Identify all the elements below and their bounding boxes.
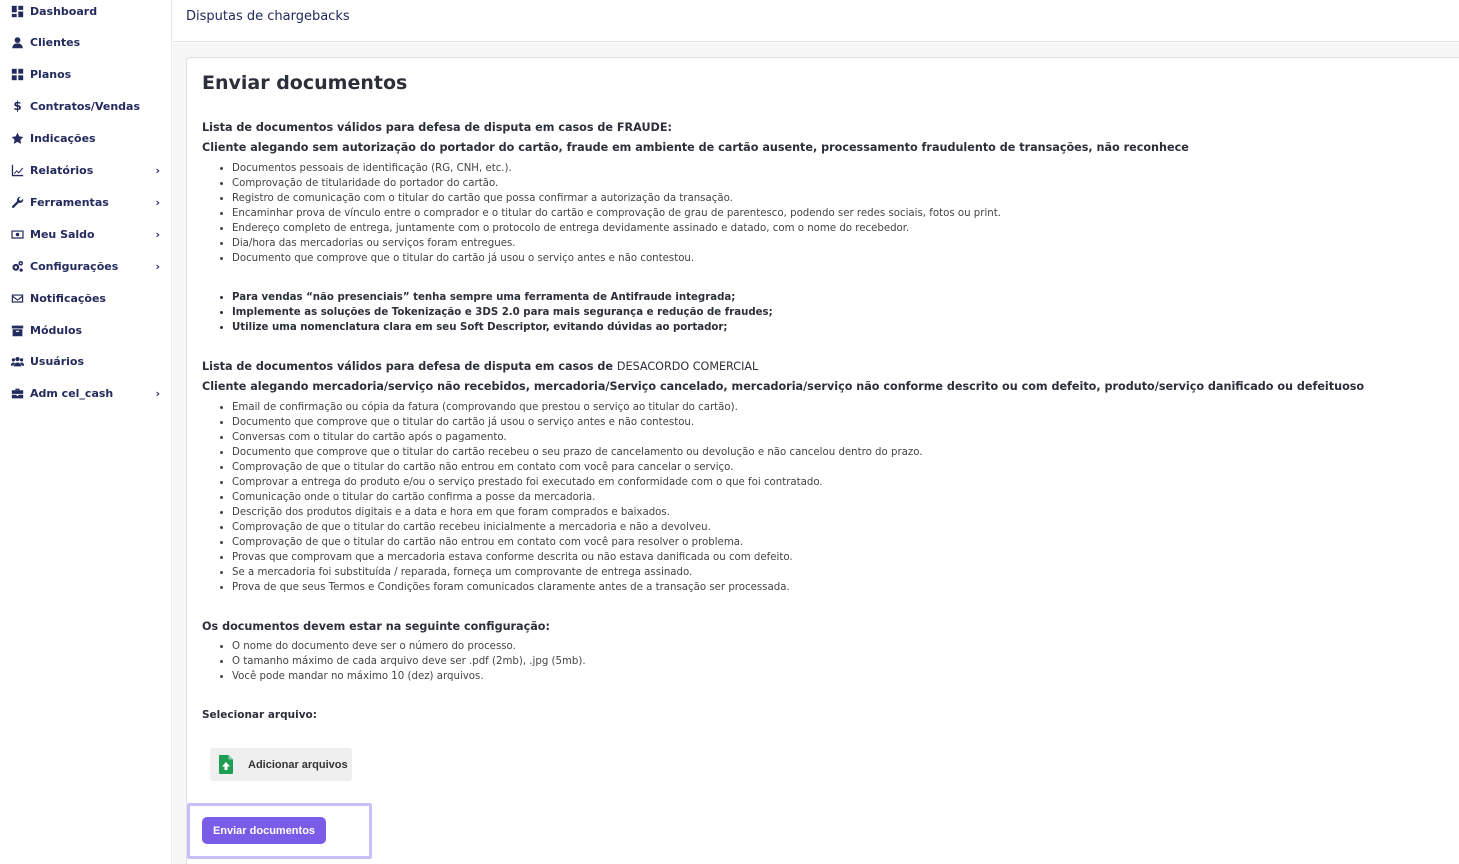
list-item: • Email de confirmação ou cópia da fatura (comprovando que prestou o serviço ao titular do cartão). — [232, 400, 923, 415]
file-select-label: Selecionar arquivo: — [202, 709, 317, 721]
add-files-button[interactable] — [210, 748, 352, 781]
sidebar-item-label: Dashboard — [30, 4, 98, 18]
sidebar-item-adm-cel-cash[interactable] — [10, 382, 160, 404]
user-icon — [10, 35, 25, 49]
list-item: • Comunicação onde o titular do cartão confirma a posse da mercadoria. — [232, 490, 923, 505]
top-header — [173, 0, 1459, 42]
sidebar-item-label: Indicações — [30, 131, 96, 145]
sidebar-item-relatorios[interactable] — [10, 159, 160, 181]
chevron-right-icon: › — [155, 386, 160, 400]
commercial-subheading: Cliente alegando mercadoria/serviço não recebidos, mercadoria/Serviço cancelado, mercadoria/serviço não conforme descrito ou com defeito, produto/serviço danificado ou defeituoso — [202, 380, 1365, 393]
list-item: • Comprovação de que o titular do cartão não entrou em contato com você para resolver o problema. — [232, 535, 923, 550]
sidebar-item-planos[interactable] — [10, 63, 160, 85]
file-upload-icon — [218, 755, 234, 774]
list-item: • Comprovação de que o titular do cartão não entrou em contato com você para cancelar o serviço. — [232, 460, 923, 475]
list-item: • Documento que comprove que o titular do cartão já usou o serviço antes e não contestou. — [232, 251, 1001, 266]
chevron-right-icon: › — [155, 163, 160, 177]
list-item: • Documento que comprove que o titular do cartão recebeu o seu prazo de cancelamento ou devolução e não cancelou dentro do prazo. — [232, 445, 923, 460]
fraud-subheading: Cliente alegando sem autorização do portador do cartão, fraude em ambiente de cartão ausente, processamento fraudulento de transações, não reconhece — [202, 141, 1189, 154]
list-item: • O nome do documento deve ser o número do processo. — [232, 639, 586, 654]
chart-line-icon — [10, 163, 25, 177]
list-item: • Conversas com o titular do cartão após o pagamento. — [232, 430, 923, 445]
list-item: • Documento que comprove que o titular do cartão já usou o serviço antes e não contestou. — [232, 415, 923, 430]
config-list — [232, 639, 586, 684]
envelope-icon — [10, 291, 25, 305]
sidebar-item-indicacoes[interactable] — [10, 127, 160, 149]
fraud-heading: Lista de documentos válidos para defesa de disputa em casos de FRAUDE: — [202, 121, 672, 134]
list-item: • Para vendas “não presenciais” tenha sempre uma ferramenta de Antifraude integrada; — [232, 290, 773, 305]
list-item: • Comprovação de titularidade do portador do cartão. — [232, 176, 1001, 191]
list-item: • Utilize uma nomenclatura clara em seu Soft Descriptor, evitando dúvidas ao portador; — [232, 320, 773, 335]
sidebar-item-modulos[interactable] — [10, 319, 160, 341]
users-icon — [10, 354, 25, 368]
list-item: • Prova de que seus Termos e Condições foram comunicados claramente antes de a transação ser processada. — [232, 580, 923, 595]
sidebar-item-label: Notificações — [30, 291, 106, 305]
archive-icon — [10, 323, 25, 337]
sidebar-item-label: Contratos/Vendas — [30, 99, 140, 113]
sidebar-item-label: Adm cel_cash — [30, 386, 114, 400]
sidebar-item-clientes[interactable] — [10, 31, 160, 53]
list-item: • Documentos pessoais de identificação (RG, CNH, etc.). — [232, 161, 1001, 176]
sidebar-item-notificacoes[interactable] — [10, 287, 160, 309]
chevron-right-icon: › — [155, 227, 160, 241]
list-item: • O tamanho máximo de cada arquivo deve ser .pdf (2mb), .jpg (5mb). — [232, 654, 586, 669]
list-item: • Comprovar a entrega do produto e/ou o serviço prestado foi executado em conformidade com o que foi contratado. — [232, 475, 923, 490]
grid-icon — [10, 67, 25, 81]
dollar-icon: $ — [13, 99, 22, 113]
fraud-tips-list — [232, 290, 773, 335]
list-item: • Registro de comunicação com o titular do cartão que possa confirmar a autorização da transação. — [232, 191, 1001, 206]
list-item: • Descrição dos produtos digitais e a data e hora em que foram comprados e baixados. — [232, 505, 923, 520]
sidebar-item-configuracoes[interactable] — [10, 255, 160, 277]
list-item: • Implemente as soluções de Tokenização e 3DS 2.0 para mais segurança e redução de fraudes; — [232, 305, 773, 320]
list-item: • Provas que comprovam que a mercadoria estava conforme descrita ou não estava danificada ou com defeito. — [232, 550, 923, 565]
list-item: • Comprovação de que o titular do cartão recebeu inicialmente a mercadoria e não a devolveu. — [232, 520, 923, 535]
sidebar-item-label: Configurações — [30, 259, 119, 273]
page-title: Enviar documentos — [202, 72, 408, 94]
sidebar-item-label: Ferramentas — [30, 195, 109, 209]
sidebar-item-usuarios[interactable] — [10, 350, 160, 372]
sidebar-item-dashboard[interactable] — [10, 0, 160, 22]
sidebar-item-contratos-vendas[interactable] — [10, 95, 160, 117]
chevron-right-icon: › — [155, 195, 160, 209]
gears-icon — [10, 259, 25, 273]
commercial-heading — [202, 360, 758, 373]
fraud-documents-list — [232, 161, 1001, 266]
send-documents-button[interactable]: Enviar documentos — [202, 817, 326, 844]
page-breadcrumb-title: Disputas de chargebacks — [186, 9, 350, 24]
list-item: • Encaminhar prova de vínculo entre o comprador e o titular do cartão e comprovação de grau de parentesco, podendo ser redes sociais, fotos ou print. — [232, 206, 1001, 221]
list-item: • Endereço completo de entrega, juntamente com o protocolo de entrega devidamente assinado e datado, com o nome do recebedor. — [232, 221, 1001, 236]
star-icon — [10, 131, 25, 145]
add-files-label: Adicionar arquivos — [248, 758, 348, 771]
list-item: • Dia/hora das mercadorias ou serviços foram entregues. — [232, 236, 1001, 251]
briefcase-icon — [10, 386, 25, 400]
wrench-icon — [10, 195, 25, 209]
commercial-heading-prefix: Lista de documentos válidos para defesa de disputa em casos de — [202, 360, 617, 373]
money-icon — [10, 227, 25, 241]
list-item: • Você pode mandar no máximo 10 (dez) arquivos. — [232, 669, 586, 684]
sidebar-item-ferramentas[interactable] — [10, 191, 160, 213]
dashboard-icon — [10, 4, 25, 18]
sidebar-item-label: Clientes — [30, 35, 81, 49]
sidebar-item-label: Planos — [30, 67, 72, 81]
commercial-heading-suffix: DESACORDO COMERCIAL — [616, 360, 759, 373]
sidebar — [0, 0, 172, 864]
sidebar-item-label: Módulos — [30, 323, 83, 337]
sidebar-item-meu-saldo[interactable] — [10, 223, 160, 245]
commercial-documents-list — [232, 400, 923, 595]
sidebar-item-label: Usuários — [30, 354, 85, 368]
list-item: • Se a mercadoria foi substituída / reparada, forneça um comprovante de entrega assinado. — [232, 565, 923, 580]
sidebar-item-label: Meu Saldo — [30, 227, 95, 241]
chevron-right-icon: › — [155, 259, 160, 273]
config-heading: Os documentos devem estar na seguinte configuração: — [202, 620, 550, 633]
sidebar-item-label: Relatórios — [30, 163, 94, 177]
